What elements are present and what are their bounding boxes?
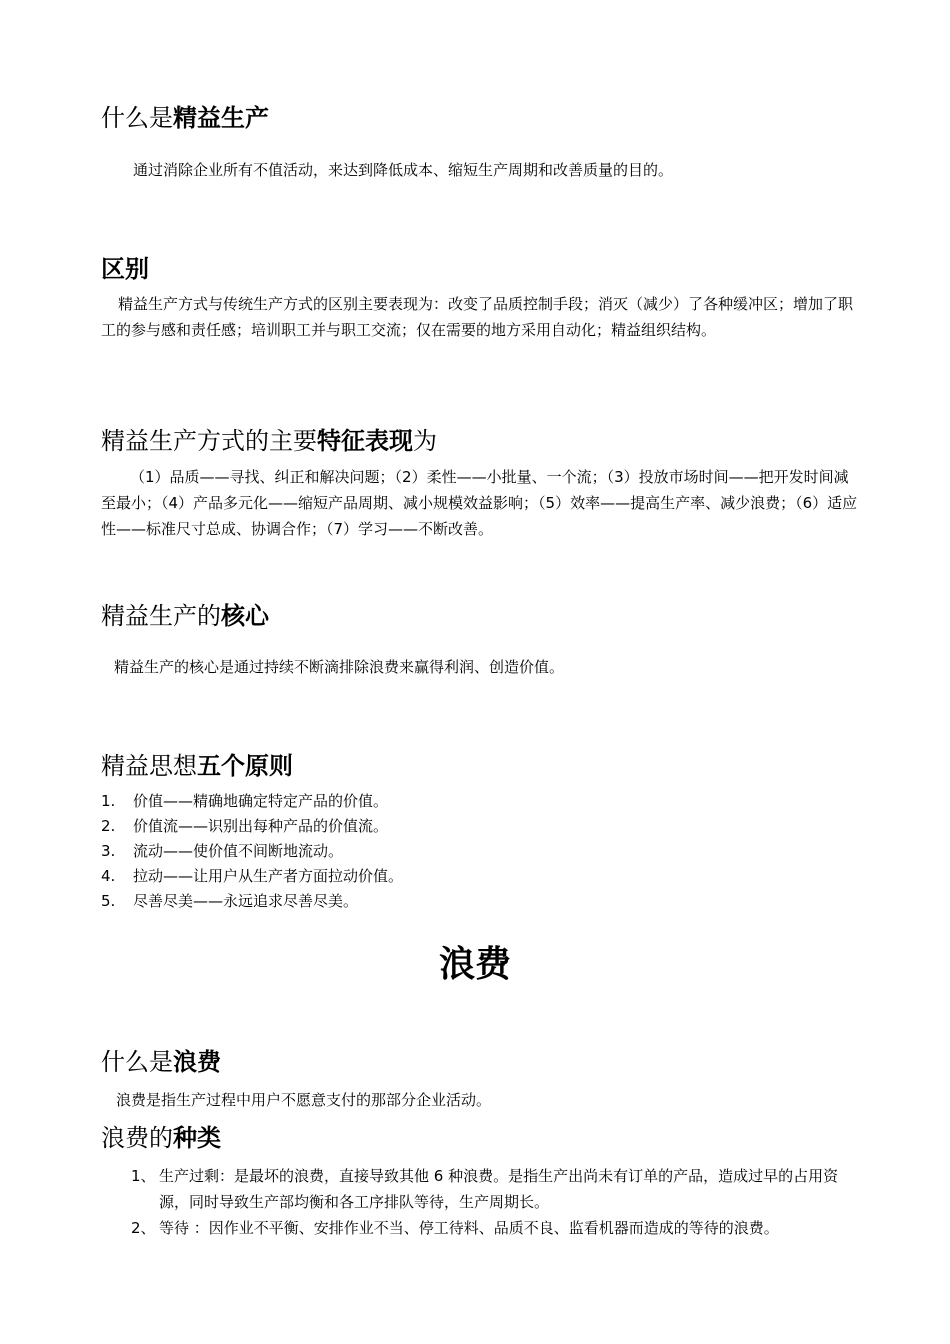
list-item — [101, 864, 403, 889]
waste-types-list — [131, 1163, 861, 1241]
principles-list — [101, 789, 403, 914]
list-text: 拉动——让用户从生产者方面拉动价值。 — [133, 867, 404, 885]
heading-bold-text: 区别 — [101, 255, 149, 283]
list-item — [101, 814, 403, 839]
list-item — [131, 1215, 861, 1241]
list-text: 生产过剩：是最坏的浪费，直接导致其他 6 种浪费。是指生产出尚未有订单的产品，造成过早的占用资源，同时导致生产部均衡和各工序排队等待，生产周期长。 — [159, 1167, 839, 1211]
list-number: 1、 — [131, 1167, 156, 1185]
list-text: 等待 ：因作业不平衡、安排作业不当、停工待料、品质不良、监看机器而造成的等待的浪费。 — [159, 1219, 779, 1237]
heading-bold-text: 浪费 — [173, 1048, 221, 1076]
list-number: 2、 — [131, 1219, 156, 1237]
heading-what-is-lean — [101, 102, 269, 134]
heading-principles — [101, 750, 293, 782]
waste-section-title: 浪费 — [438, 943, 511, 985]
paragraph-what-is-lean: 通过消除企业所有不值活动，来达到降低成本、缩短生产周期和改善质量的目的。 — [133, 161, 674, 179]
list-number: 2. — [101, 817, 116, 835]
heading-bold-text: 特征表现 — [317, 427, 413, 455]
list-item — [131, 1163, 861, 1215]
paragraph-features: （1）品质——寻找、纠正和解决问题；（2）柔性——小批量、一个流；（3）投放市场时间——把开发时间减至最小；（4）产品多元化——缩短产品周期、减小规模效益影响；（5）效率——提高生产率、减少浪费；（6）适应性——标准尺寸总成、协调合作；（7）学习——不断改善。 — [101, 468, 858, 538]
heading-tail-text: 为 — [413, 427, 437, 455]
list-text: 价值——精确地确定特定产品的价值。 — [133, 792, 389, 810]
list-item — [101, 889, 403, 914]
heading-plain-text: 浪费的 — [101, 1124, 173, 1152]
heading-features — [101, 425, 437, 457]
heading-bold-text: 种类 — [173, 1124, 221, 1152]
paragraph-difference: 精益生产方式与传统生产方式的区别主要表现为：改变了品质控制手段；消灭（减少）了各种缓冲区；增加了职工的参与感和责任感；培训职工并与职工交流；仅在需要的地方采用自动化；精益组织结构。 — [101, 295, 854, 339]
list-text: 尽善尽美——永远追求尽善尽美。 — [133, 892, 359, 910]
list-item — [101, 789, 403, 814]
heading-plain-text: 什么是 — [101, 1048, 173, 1076]
paragraph-core: 精益生产的核心是通过持续不断滴排除浪费来赢得利润、创造价值。 — [114, 658, 565, 676]
list-item — [101, 839, 403, 864]
heading-plain-text: 精益生产方式的主要 — [101, 427, 317, 455]
list-number: 5. — [101, 892, 116, 910]
heading-waste-types — [101, 1122, 221, 1154]
list-number: 4. — [101, 867, 116, 885]
paragraph-what-is-waste: 浪费是指生产过程中用户不愿意支付的那部分企业活动。 — [116, 1091, 492, 1109]
heading-bold-text: 核心 — [221, 602, 269, 630]
heading-what-is-waste — [101, 1046, 221, 1078]
list-number: 1. — [101, 792, 116, 810]
list-text: 流动——使价值不间断地流动。 — [133, 842, 344, 860]
list-text: 价值流——识别出每种产品的价值流。 — [133, 817, 389, 835]
list-number: 3. — [101, 842, 116, 860]
heading-bold-text: 精益生产 — [173, 104, 269, 132]
heading-bold-text: 五个原则 — [197, 752, 293, 780]
heading-plain-text: 精益思想 — [101, 752, 197, 780]
heading-difference — [101, 253, 149, 285]
heading-plain-text: 什么是 — [101, 104, 173, 132]
heading-core — [101, 600, 269, 632]
heading-plain-text: 精益生产的 — [101, 602, 221, 630]
